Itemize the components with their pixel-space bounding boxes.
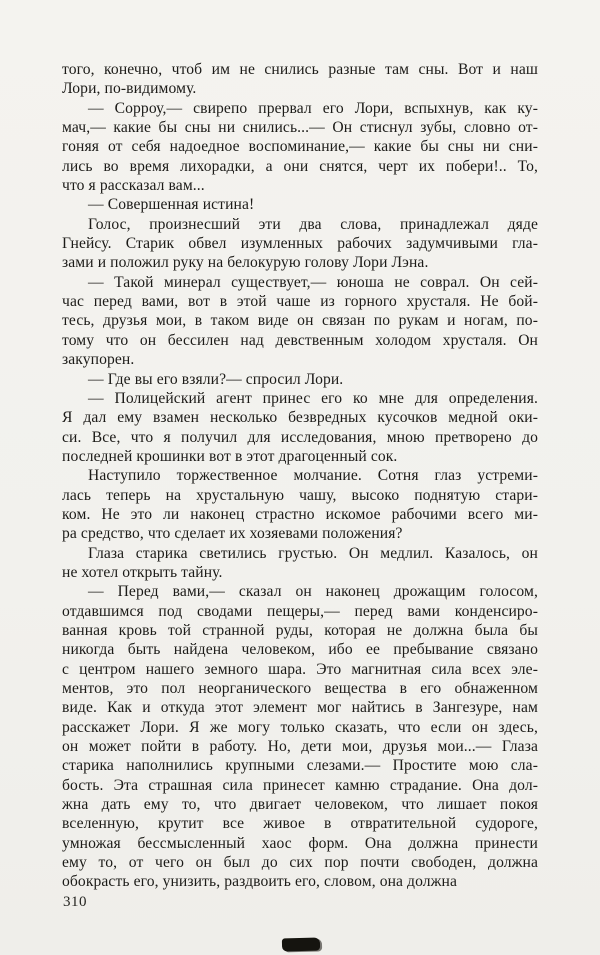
text-line: отдавшимся под сводами пещеры,— перед вами конденсиро- [62, 602, 538, 620]
paragraph [62, 195, 538, 214]
paragraph [62, 544, 538, 583]
text-line: ра средство, что сделает их хозяевами положения? [62, 525, 403, 543]
text-line: того, конечно, чтоб им не снились разные там сны. Вот и наш [62, 61, 538, 78]
paragraph [62, 582, 538, 892]
paragraph [62, 389, 538, 466]
paragraph [62, 370, 538, 389]
text-line: ванная кровь той странной руды, которая не должна была бы [62, 621, 538, 639]
text-line: мач,— какие бы сны ни снились...— Он стиснул зубы, словно от- [62, 119, 538, 137]
text-line: старика наполнились крупными слезами.— Простите мою сла- [62, 757, 538, 775]
text-line: жна дать ему то, что двигает человеком, что лишает покоя [62, 796, 538, 814]
paragraph [62, 466, 538, 543]
text-line: никогда быть найдена человеком, ибо ее пребывание связано [62, 641, 538, 659]
text-line: Гнейсу. Старик обвел изумленных рабочих задумчивыми гла- [62, 235, 538, 253]
text-line: Лори, по-видимому. [62, 80, 197, 98]
text-line: — Где вы его взяли?— спросил Лори. [88, 370, 344, 388]
text-line: с центром нашего земного шара. Это магнитная сила всех эле- [62, 660, 538, 678]
text-line: закупорен. [62, 351, 135, 369]
text-line: ему то, от чего он был до сих пор почти свободен, должна [62, 854, 538, 872]
scan-artifact-mark [282, 938, 320, 952]
text-line: обокрасть его, унизить, раздвоить его, словом, она должна [62, 873, 458, 891]
text-line: Я дал ему взамен несколько безвредных кусочков медной оки- [62, 409, 538, 427]
text-line: он может пойти в работу. Но, дети мои, друзья мои...— Глаза [62, 738, 538, 756]
text-line: тому что он бессилен над девственным холодом хрусталя. Он [62, 331, 538, 349]
text-line: зами и положил руку на белокурую голову Лори Лэна. [62, 254, 429, 272]
text-line: расскажет Лори. Я же могу только сказать, что если он здесь, [62, 718, 538, 736]
paragraph [62, 99, 538, 196]
paragraph [62, 273, 538, 370]
text-line: — Такой минерал существует,— юноша не соврал. Он сей- [88, 273, 538, 291]
text-line: Наступило торжественное молчание. Сотня глаз устреми- [88, 467, 538, 485]
page-number: 310 [63, 894, 87, 910]
text-line: час перед вами, вот в этой чаше из горного хрусталя. Не бой- [62, 293, 538, 311]
text-line: виде. Как и откуда этот элемент мог найтись в Зангезуре, нам [62, 699, 538, 717]
text-line: Голос, произнесший эти два слова, принадлежал дяде [88, 215, 538, 233]
page-text [62, 60, 538, 892]
paragraph [62, 60, 538, 99]
text-line: ком. Не это ли наконец страстно искомое рабочими всего ми- [62, 505, 538, 523]
text-line: бость. Эта страшная сила принесет камню страдание. Она дол- [62, 776, 538, 794]
text-line: — Перед вами,— сказал он наконец дрожащим голосом, [88, 583, 538, 601]
text-line: лась теперь на хрустальную чашу, высоко поднятую стари- [62, 486, 538, 504]
text-line: не хотел открыть тайну. [62, 563, 223, 581]
text-line: си. Все, что я получил для исследования, мною претворено до [62, 428, 538, 446]
text-line: гоняя от себя надоедное воспоминание,— какие бы сны ни сни- [62, 138, 538, 156]
text-line: ментов, это пол неорганического вещества в его обнаженном [62, 680, 538, 697]
text-line: вселенную, крутит все живое в отвратительной судороге, [62, 815, 538, 833]
text-line: что я рассказал вам... [62, 177, 205, 195]
text-line: Глаза старика светились грустью. Он медлил. Казалось, он [88, 544, 538, 562]
text-line: последней крошинки вот в этот драгоценный сок. [62, 447, 398, 465]
text-line: — Совершенная истина! [88, 196, 255, 214]
text-line: — Сорроу,— свирепо прервал его Лори, вспыхнув, как ку- [88, 99, 538, 117]
text-line: умножая бессмысленный хаос форм. Она должна принести [62, 834, 538, 852]
text-line: лись во время лихорадки, а они снятся, черт их побери!.. То, [62, 157, 538, 175]
paragraph [62, 215, 538, 273]
text-line: тесь, друзья мои, в таком виде он связан по рукам и ногам, по- [62, 312, 538, 330]
text-line: — Полицейский агент принес его ко мне для определения. [88, 389, 538, 407]
